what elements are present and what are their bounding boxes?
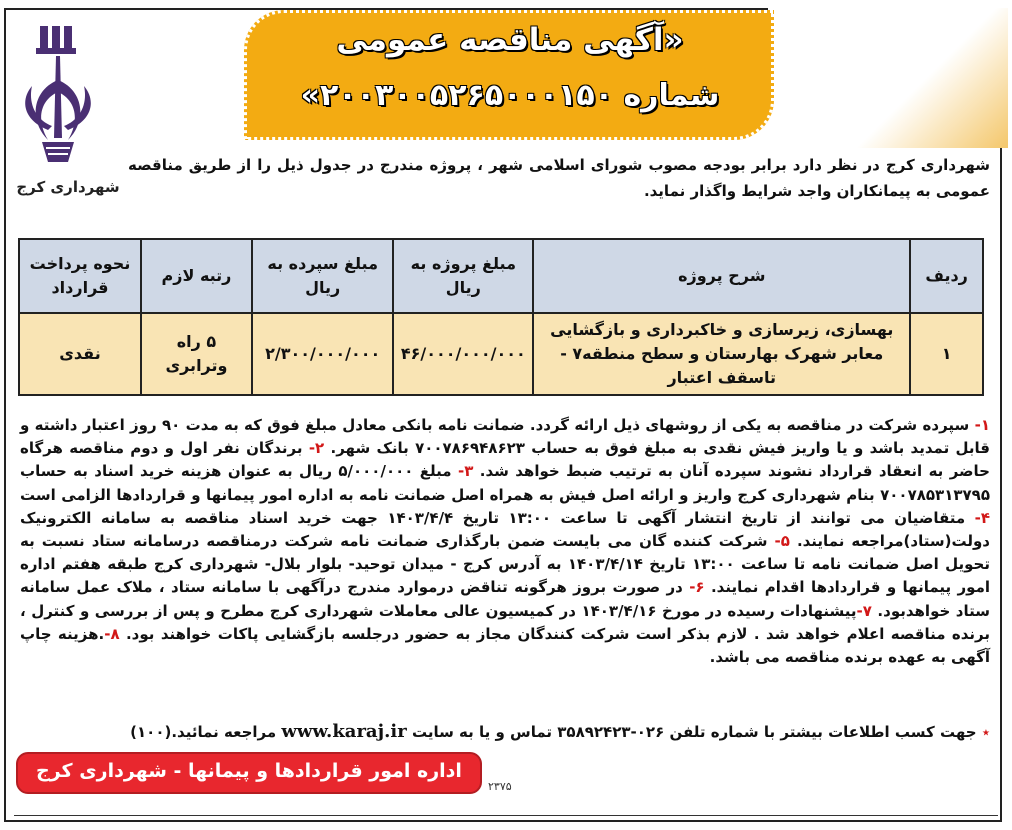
bottom-divider <box>14 815 998 816</box>
header-payment: نحوه پرداخت قرارداد <box>19 239 141 313</box>
condition-number: ۷- <box>856 601 872 620</box>
condition-number: ۲- <box>308 439 325 458</box>
notice-number: شماره ۲۰۰۳۰۰۵۲۶۵۰۰۰۱۵۰» <box>300 78 720 113</box>
condition-number: ۸- <box>104 624 120 643</box>
condition-text: برندگان نفر اول و دوم مناقصه هرگاه حاضر به انعقاد قرارداد نشوند سپرده آنان به ترتیب ضبط خواهد شد. <box>20 439 990 481</box>
project-table <box>18 238 984 396</box>
table-row <box>19 313 983 395</box>
table-header-row <box>19 239 983 313</box>
contact-suffix: مراجعه نمائید.(۱۰۰) <box>130 723 277 741</box>
cell-project-amount: ۴۶/۰۰۰/۰۰۰/۰۰۰ <box>393 313 533 395</box>
condition-text: شرکت کننده گان می بایست ضمن بارگذاری ضمانت نامه شرکت درمناقصه درسامانه ستاد نسبت به تحویل اصل ضمانت نامه تا ساعت ۱۳:۰۰ تاریخ ۱۴۰۳/۴/۱۴ به آدرس کرج - میدان توحید- بلوار بلال- شهرداری کرج طبقه هفتم اداره امور پیمانها و قراردادها اقدام نمایند. <box>20 532 991 597</box>
conditions-paragraph <box>20 414 990 669</box>
condition-number: ۳- <box>457 462 474 481</box>
condition-text: متقاضیان می توانند از تاریخ انتشار آگهی تا ساعت ۱۳:۰۰ تاریخ ۱۴۰۳/۴/۴ جهت خرید اسناد مناقصه به سامانه الکترونیک دولت(ستاد)مراجعه نمایند. <box>20 508 990 551</box>
header-row-number: ردیف <box>910 239 983 313</box>
contact-line <box>120 721 990 742</box>
condition-text: در صورت بروز هرگونه تناقض درموارد مندرج درآگهی با سامانه ستاد ، ملاک عمل سامانه ستاد خواهدبود. <box>20 578 990 620</box>
condition-text: مبلغ ۵/۰۰۰/۰۰۰ ریال به عنوان هزینه خرید اسناد به حساب ۷۰۰۷۸۵۳۱۳۷۹۵ بنام شهرداری کرج واریز و ارائه اصل فیش به همراه اصل ضمانت نامه به اداره امور پیمانها و قراردادها الزامی است <box>20 462 990 504</box>
header-rank: رتبه لازم <box>141 239 252 313</box>
header-description: شرح پروژه <box>533 239 910 313</box>
notice-title: «آگهی مناقصه عمومی <box>336 22 684 58</box>
cell-rank: ۵ راه وترابری <box>141 313 252 395</box>
karaj-municipality-logo-icon <box>18 20 118 170</box>
logo-caption: شهرداری کرج <box>16 178 120 196</box>
cell-payment: نقدی <box>19 313 141 395</box>
cell-deposit-amount: ۲/۳۰۰/۰۰۰/۰۰۰ <box>252 313 394 395</box>
condition-number: ۵- <box>774 532 790 551</box>
condition-number: ۱- <box>974 416 991 434</box>
star-icon: ٭ <box>981 723 990 741</box>
website-link[interactable]: www.karaj.ir <box>281 721 407 742</box>
cell-description: بهسازی، زیرسازی و خاکبرداری و بازگشایی معابر شهرک بهارستان و سطح منطقه۷ - تاسقف اعتبار <box>533 313 910 395</box>
header-deposit-amount: مبلغ سپرده به ریال <box>252 239 394 313</box>
condition-text: سپرده شرکت در مناقصه به یکی از روشهای ذیل ارائه گردد. ضمانت نامه بانکی معادل مبلغ فوق که به مدت ۹۰ روز اعتبار داشته و قابل تمدید باشد و یا واریز فیش نقدی به مبلغ فوق به حساب ۷۰۰۷۸۶۹۴۸۶۲۳ بانک شهر. <box>20 416 990 458</box>
condition-text: .هزینه چاپ آگهی به عهده برنده مناقصه می باشد. <box>20 624 990 667</box>
header-project-amount: مبلغ پروژه به ریال <box>393 239 533 313</box>
corner-gradient <box>768 8 1008 148</box>
cell-row-number: ۱ <box>910 313 983 395</box>
intro-paragraph: شهرداری کرج در نظر دارد برابر بودجه مصوب شورای اسلامی شهر ، پروژه مندرج در جدول ذیل را از طریق مناقصه عمومی به پیمانکاران واجد شرایط واگذار نماید. <box>128 156 990 200</box>
footer-label: اداره امور قراردادها و پیمانها - شهرداری کرج <box>36 760 462 782</box>
condition-text: پیشنهادات رسیده در مورخ ۱۴۰۳/۴/۱۶ در کمیسیون عالی معاملات شهرداری کرج مطرح و پس از بررسی و کنترل ، برنده مناقصه اعلام خواهد شد . لازم بذکر است شرکت کنندگان مجاز به حضور درجلسه بازگشایی پاکات خواهند بود. <box>20 601 990 643</box>
condition-number: ۴- <box>974 508 990 527</box>
ad-code: ۲۳۷۵ <box>488 780 512 793</box>
condition-number: ۶- <box>689 578 705 597</box>
contact-text: جهت کسب اطلاعات بیشتر با شماره تلفن ۰۲۶-۳۵۸۹۲۴۲۳ تماس و یا به سایت <box>411 723 977 741</box>
